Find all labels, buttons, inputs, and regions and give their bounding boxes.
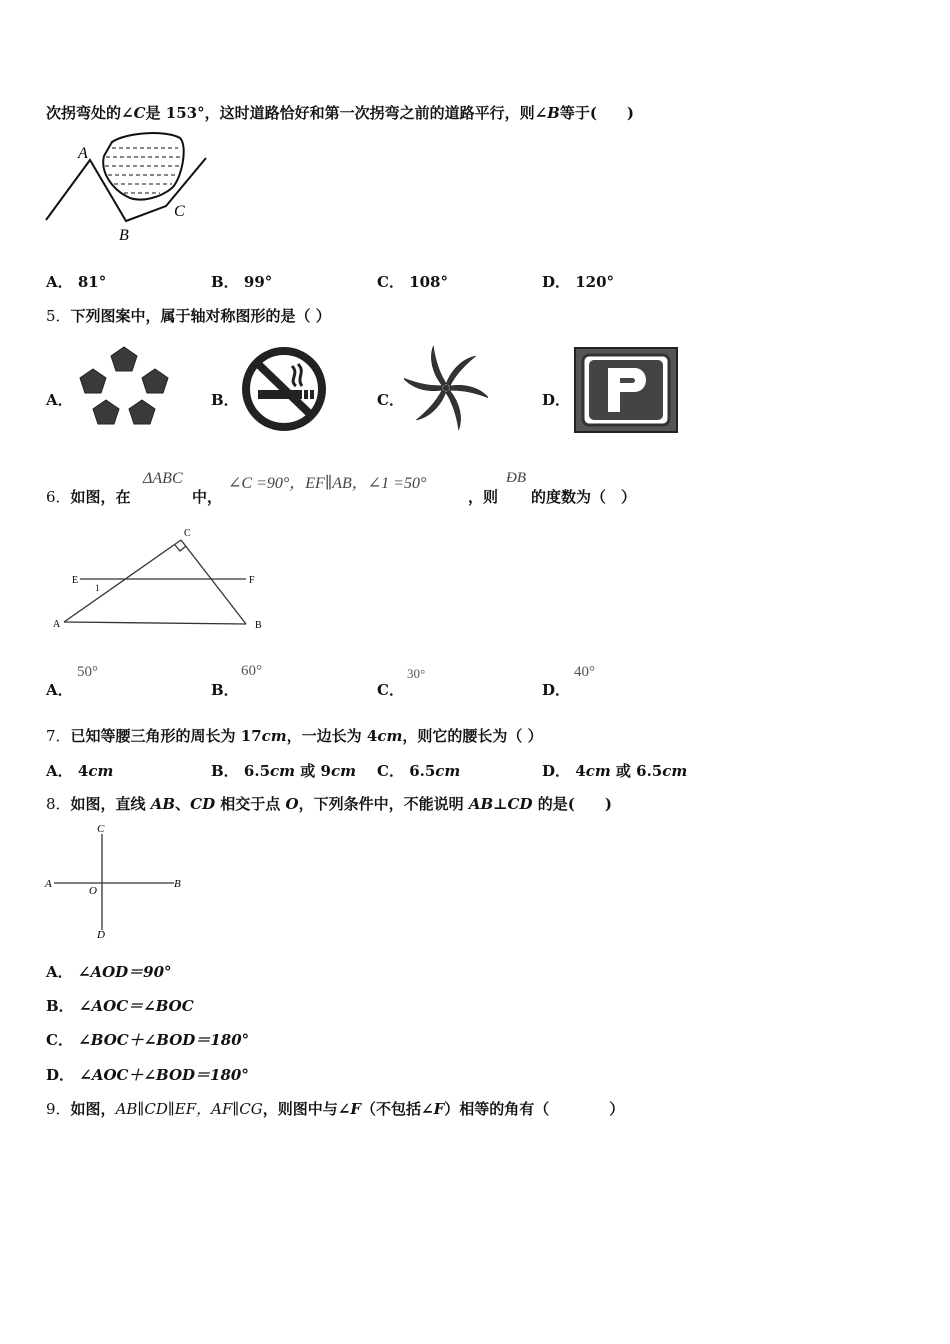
q8-option-a[interactable]: A． ∠AOD＝90° bbox=[46, 963, 172, 981]
q8-stem: 8．如图，直线 AB、CD 相交于点 O，下列条件中，不能说明 AB⊥CD 的是( ) bbox=[46, 795, 612, 813]
q6-label-angle-1: 1 bbox=[95, 583, 100, 593]
q6-option-a-value: 50° bbox=[77, 664, 98, 680]
q7-option-a[interactable]: A． 4cm bbox=[46, 762, 114, 780]
q7-option-d[interactable]: D． 4cm 或 6.5cm bbox=[542, 762, 688, 780]
q6-stem: 6．如图，在 bbox=[46, 488, 131, 506]
q5-option-a[interactable]: A． bbox=[46, 391, 73, 409]
q6-option-b-value: 60° bbox=[241, 663, 262, 679]
q6-option-c-value: 30° bbox=[407, 666, 426, 681]
q4-option-d[interactable]: D． 120° bbox=[542, 273, 615, 291]
q6-label-f: F bbox=[249, 575, 255, 586]
q8-label-a: A bbox=[45, 878, 52, 890]
q6-stem-b: 中， bbox=[192, 488, 223, 506]
q6-option-b[interactable]: B． bbox=[211, 681, 239, 699]
q5-option-d[interactable]: D． bbox=[542, 391, 571, 409]
q6-option-c[interactable]: C． bbox=[377, 681, 404, 699]
q6-stem-c: ，则 bbox=[468, 488, 499, 506]
pinwheel-icon bbox=[404, 345, 488, 431]
no-smoking-icon bbox=[240, 346, 328, 432]
q6-label-a: A bbox=[53, 619, 61, 630]
q6-math-triangle: ΔABC bbox=[143, 470, 183, 487]
q6-option-d[interactable]: D． bbox=[542, 681, 571, 699]
q8-label-o: O bbox=[89, 885, 97, 897]
q6-label-b: B bbox=[255, 620, 262, 631]
q5-stem: 5．下列图案中，属于轴对称图形的是（ ） bbox=[46, 307, 331, 325]
q5-option-b[interactable]: B． bbox=[211, 391, 239, 409]
q8-option-b[interactable]: B． ∠AOC＝∠BOC bbox=[46, 997, 194, 1015]
pentagon-flower-icon bbox=[78, 345, 170, 433]
q6-label-e: E bbox=[72, 575, 79, 586]
q6-option-d-value: 40° bbox=[574, 664, 595, 680]
q8-intersecting-lines-figure bbox=[42, 820, 192, 944]
q4-label-b: B bbox=[119, 227, 129, 244]
q8-label-d: D bbox=[97, 929, 105, 941]
q4-road-figure bbox=[42, 128, 222, 248]
q6-math-conditions: ∠C =90°，EF∥AB，∠1 =50° bbox=[228, 475, 427, 492]
q6-label-c: C bbox=[184, 528, 191, 539]
q6-math-angle-b: ÐB bbox=[506, 470, 526, 486]
parking-sign-icon bbox=[574, 347, 678, 433]
q4-label-c: C bbox=[174, 203, 185, 220]
q5-option-c[interactable]: C． bbox=[377, 391, 404, 409]
q4-label-a: A bbox=[78, 145, 88, 162]
q6-option-a[interactable]: A． bbox=[46, 681, 73, 699]
q7-stem: 7．已知等腰三角形的周长为 17cm，一边长为 4cm，则它的腰长为（ ） bbox=[46, 727, 543, 745]
q8-label-b: B bbox=[174, 878, 181, 890]
q4-option-a[interactable]: A． 81° bbox=[46, 273, 107, 291]
q4-option-b[interactable]: B． 99° bbox=[211, 273, 273, 291]
q8-option-c[interactable]: C． ∠BOC＋∠BOD＝180° bbox=[46, 1031, 250, 1049]
q6-triangle-figure bbox=[46, 524, 276, 636]
q8-label-c: C bbox=[97, 823, 105, 835]
q4-stem: 次拐弯处的∠C是 153°，这时道路恰好和第一次拐弯之前的道路平行，则∠B等于( ) bbox=[46, 104, 635, 122]
q9-stem: 9．如图，AB∥CD∥EF，AF∥CG，则图中与∠F（不包括∠F）相等的角有（ ） bbox=[46, 1100, 625, 1118]
q7-option-c[interactable]: C． 6.5cm bbox=[377, 762, 461, 780]
q8-option-d[interactable]: D． ∠AOC＋∠BOD＝180° bbox=[46, 1066, 249, 1084]
q7-option-b[interactable]: B． 6.5cm 或 9cm bbox=[211, 762, 356, 780]
q6-stem-d: 的度数为（ ） bbox=[531, 488, 637, 506]
q4-option-c[interactable]: C． 108° bbox=[377, 273, 448, 291]
